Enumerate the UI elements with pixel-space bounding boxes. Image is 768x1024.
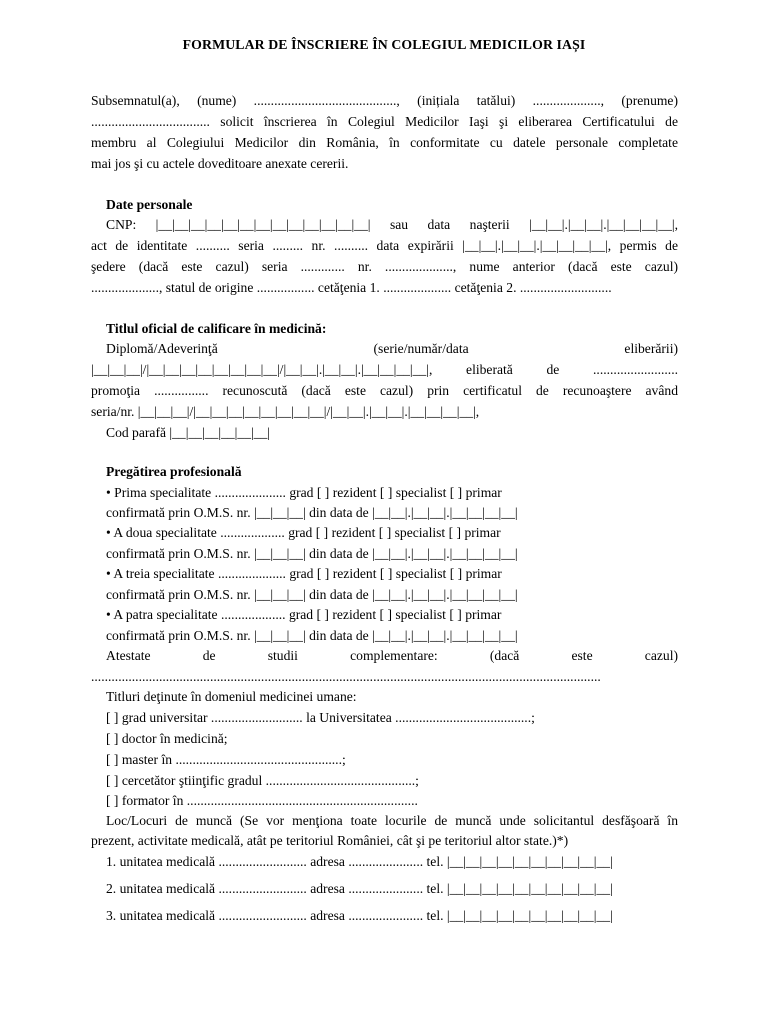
residence-permit-line: şedere (dacă este cazul) seria ............. nr. ...................., nume anterior (dacă este cazul) [91,259,678,274]
form-title: FORMULAR DE ÎNSCRIERE ÎN COLEGIUL MEDICILOR IAȘI [182,37,586,52]
intro-line-4: mai jos şi cu actele doveditoare anexate cererii. [91,156,349,171]
intro-line-1: Subsemnatul(a), (nume) .........................................., (inițiala tatălui) ...................., (prenume) [91,93,678,108]
title-researcher: [ ] cercetător ştiinţific gradul ............................................; [106,773,419,788]
specialty-4-line: • A patra specialitate ................... grad [ ] rezident [ ] specialist [ ] primar [106,607,502,622]
diploma-line: Diplomă/Adeverinţă (serie/număr/data eliberării) [106,341,678,356]
workplace-intro-line-2: prezent, activitate medicală, atât pe teritoriul României, cât şi pe teritoriul altor state.)*) [91,833,569,848]
personal-data-heading: Date personale [106,197,193,212]
cnp-line: CNP: |__|__|__|__|__|__|__|__|__|__|__|__|__| sau data naşterii |__|__|.|__|__|.|__|__|__|__|, [106,217,678,232]
title-doctor: [ ] doctor în medicină; [106,731,228,746]
intro-line-3: membru al Colegiului Medicilor din România, în conformitate cu datele personale completate [91,135,678,150]
citizenship-line: ...................., statul de origine ................. cetăţenia 1. .................... cetăţenia 2. ........................... [91,280,612,295]
titles-heading: Titluri deţinute în domeniul medicinei umane: [106,689,357,704]
specialty-1-confirm-line: confirmată prin O.M.S. nr. |__|__|__| din data de |__|__|.|__|__|.|__|__|__|__| [106,505,518,520]
training-heading: Pregătirea profesională [106,464,242,479]
workplace-unit-1: 1. unitatea medicală .......................... adresa ...................... tel. |__|__|__|__|__|__|__|__|__|__| [106,854,613,869]
qualification-heading: Titlul oficial de calificare în medicină: [106,321,327,336]
dotted-fill-line: ...................................................................................................................................................... [91,669,601,684]
title-master: [ ] master în .................................................; [106,752,346,767]
specialty-1-line: • Prima specialitate ..................... grad [ ] rezident [ ] specialist [ ] primar [106,485,502,500]
id-document-line: act de identitate .......... seria ......... nr. .......... data expirării |__|__|.|__|__|.|__|__|__|__|, permis de [91,238,678,253]
stamp-code-line: Cod parafă |__|__|__|__|__|__| [106,425,271,440]
recognition-series-line: seria/nr. |__|__|__|/|__|__|__|__|__|__|__|__|/|__|__|.|__|__|.|__|__|__|__|, [91,404,480,419]
specialty-3-confirm-line: confirmată prin O.M.S. nr. |__|__|__| din data de |__|__|.|__|__|.|__|__|__|__| [106,587,518,602]
workplace-intro-line-1: Loc/Locuri de muncă (Se vor menţiona toate locurile de muncă unde solicitantul desfăşoară în [106,813,678,828]
specialty-2-confirm-line: confirmată prin O.M.S. nr. |__|__|__| din data de |__|__|.|__|__|.|__|__|__|__| [106,546,518,561]
specialty-3-line: • A treia specialitate .................... grad [ ] rezident [ ] specialist [ ] primar [106,566,502,581]
workplace-unit-2: 2. unitatea medicală .......................... adresa ...................... tel. |__|__|__|__|__|__|__|__|__|__| [106,881,613,896]
workplace-unit-3: 3. unitatea medicală .......................... adresa ...................... tel. |__|__|__|__|__|__|__|__|__|__| [106,908,613,923]
specialty-4-confirm-line: confirmată prin O.M.S. nr. |__|__|__| din data de |__|__|.|__|__|.|__|__|__|__| [106,628,518,643]
specialty-2-line: • A doua specialitate ................... grad [ ] rezident [ ] specialist [ ] primar [106,525,501,540]
title-university-grade: [ ] grad universitar ........................... la Universitatea ........................................; [106,710,535,725]
promotion-line: promoţia ................ recunoscută (dacă este cazul) prin certificatul de recunoaştere având [91,383,678,398]
intro-line-2: ................................... solicit înscrierea în Colegiul Medicilor Iaşi şi eliberarea Certificatului de [91,114,678,129]
diploma-series-line: |__|__|__|/|__|__|__|__|__|__|__|__|/|__|__|.|__|__|.|__|__|__|__|, eliberată de ......................... [91,362,678,377]
title-trainer: [ ] formator în .................................................................... [106,793,418,808]
complementary-studies-line: Atestate de studii complementare: (dacă este cazul) [106,648,678,663]
